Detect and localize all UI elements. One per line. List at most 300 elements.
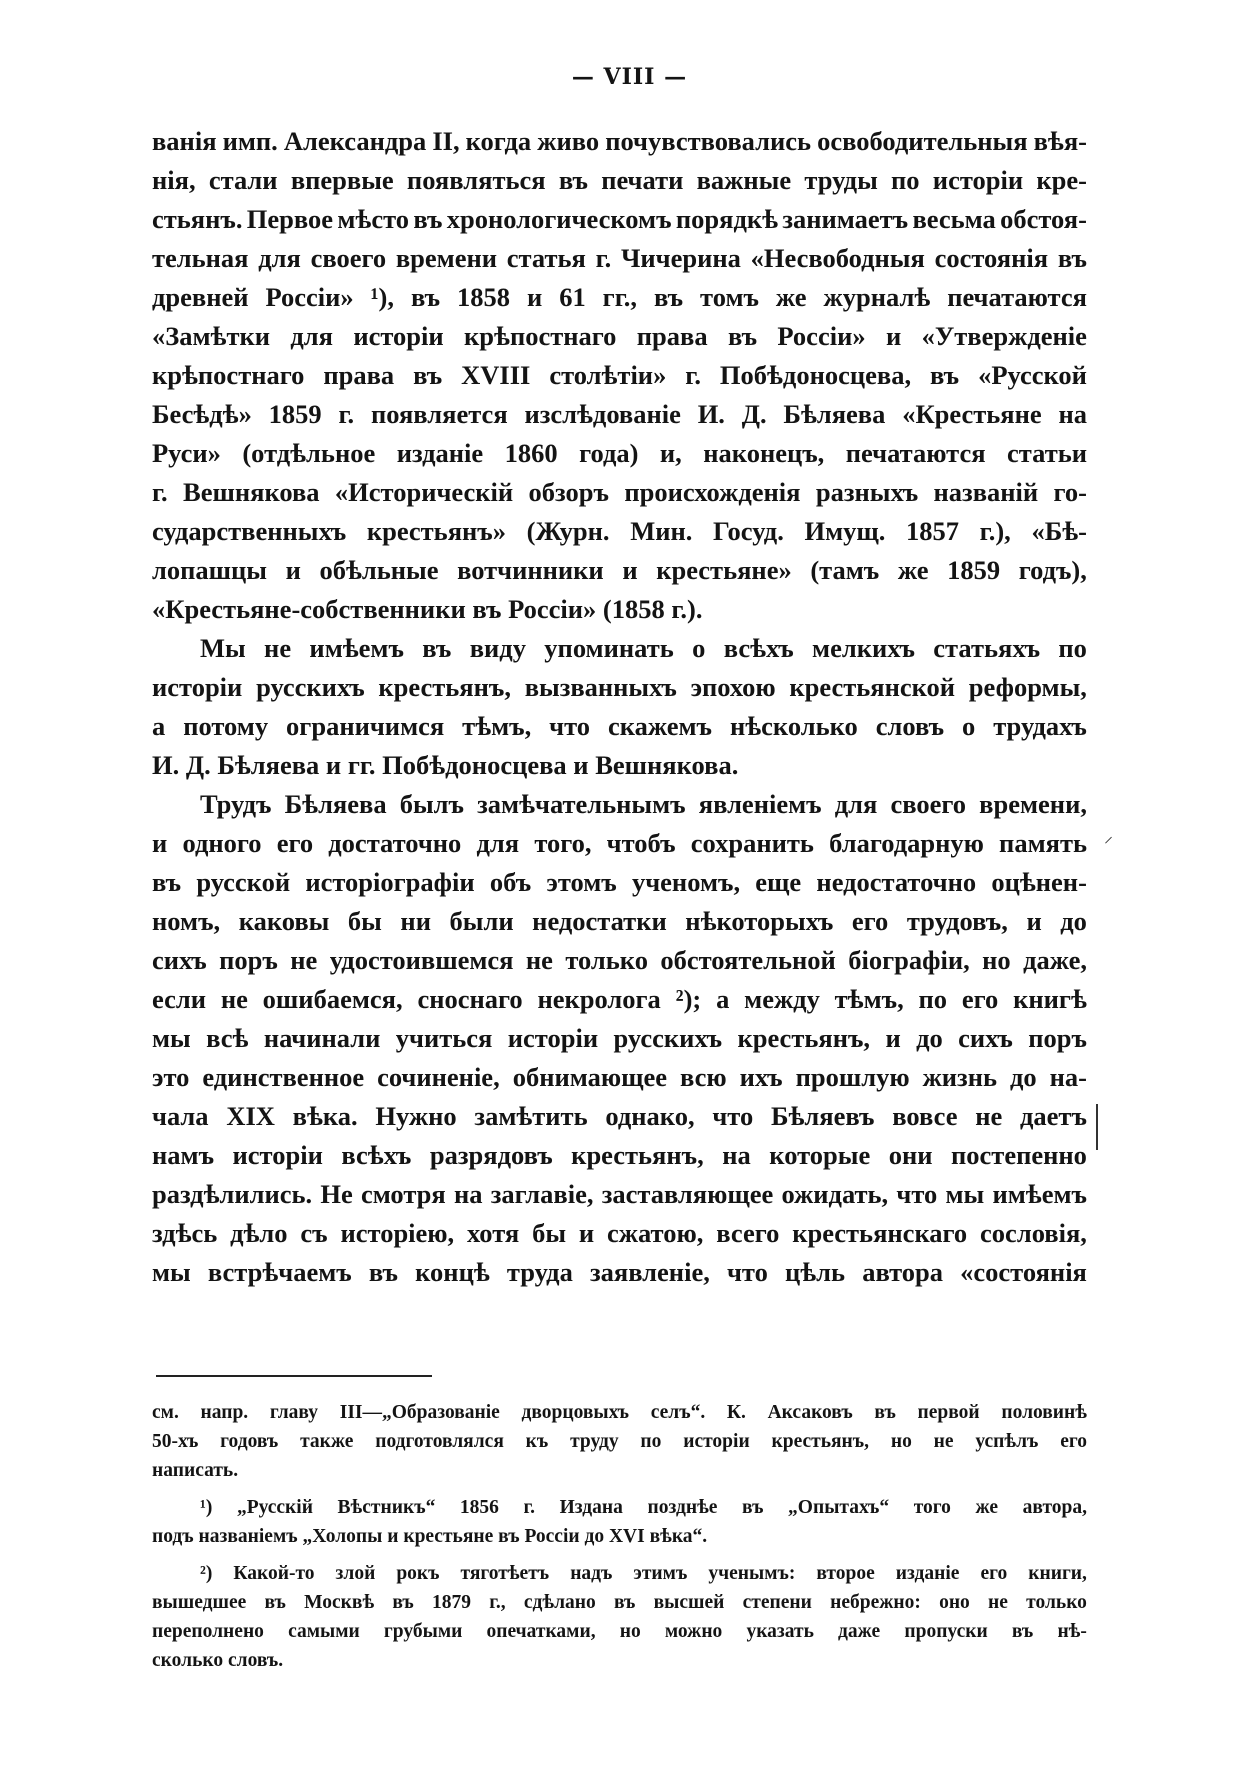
word: не [220, 984, 248, 1014]
word: того, [534, 828, 592, 858]
word: позднѣе [647, 1497, 718, 1518]
word: книгѣ [1013, 984, 1087, 1014]
word: печати [601, 165, 684, 195]
word: Москвѣ [304, 1592, 375, 1613]
footnote-line [152, 1493, 1087, 1522]
word: съ [300, 1218, 328, 1248]
text-line [152, 1097, 1087, 1136]
word: эпохою [690, 672, 776, 702]
word: оцѣнен- [991, 867, 1087, 897]
word: 1860 [504, 438, 558, 468]
word: исторіи [507, 1023, 599, 1053]
word: г. [152, 477, 168, 507]
word: вовсе [892, 1101, 958, 1131]
word: своего [890, 789, 967, 819]
word: исторіографіи [305, 867, 475, 897]
word: заглавіе, [490, 1179, 594, 1209]
word: второе [816, 1563, 875, 1584]
word: III—„Образованіе [339, 1402, 500, 1423]
word: но [619, 1621, 641, 1642]
word: словъ [875, 711, 945, 741]
word: селъ“. [650, 1402, 706, 1423]
text-line [152, 278, 1087, 317]
word: замѣчательнымъ [477, 789, 686, 819]
word: этомъ [546, 867, 617, 897]
word: для [476, 828, 520, 858]
word: русскихъ [613, 1023, 723, 1053]
word: въ [413, 360, 443, 390]
word: единственное [202, 1062, 365, 1092]
word: Мы [200, 633, 246, 663]
word: Александра [283, 126, 427, 156]
word: мы [152, 1023, 191, 1053]
word: крестьянъ, [737, 1023, 871, 1053]
word: всѣ [206, 1023, 249, 1053]
word: объ [489, 867, 532, 897]
text-line [152, 551, 1087, 590]
word: К. [726, 1402, 746, 1423]
word: заявленіе, [589, 1257, 710, 1287]
word: Госуд. [713, 516, 784, 546]
word: здѣсь [152, 1218, 218, 1248]
text-line [152, 902, 1087, 941]
word: высшей [653, 1592, 725, 1613]
word: пропуски [904, 1621, 988, 1642]
word: «Бѣ- [1031, 516, 1087, 546]
word: Чичерина [620, 243, 741, 273]
word: первой [917, 1402, 980, 1423]
word: реформы, [968, 672, 1087, 702]
word: на [722, 1140, 751, 1170]
word: цѣль [785, 1257, 846, 1287]
word: не [264, 633, 292, 663]
word: и [622, 555, 638, 585]
word: ¹), [370, 282, 395, 312]
text-line: «Крестьяне-собственники въ Россіи» (1858 г.). [152, 594, 703, 624]
word: даетъ [1020, 1101, 1087, 1131]
word: обѣльные [319, 555, 439, 585]
word: въ [413, 204, 443, 234]
word: кре- [1036, 165, 1087, 195]
word: Имущ. [804, 516, 886, 546]
word: стьянъ. [152, 204, 243, 234]
footnote-line: подъ названіемъ „Холопы и крестьяне въ Россіи до XVI вѣка“. [152, 1526, 708, 1547]
word: до [1009, 1062, 1037, 1092]
text-line [152, 239, 1087, 278]
word: г. [338, 399, 355, 429]
word: удостоившемся [329, 945, 514, 975]
word: не [933, 1431, 954, 1452]
word: книги, [1028, 1563, 1087, 1584]
word: трудовъ, [906, 906, 1008, 936]
word: 61 [559, 282, 586, 312]
text-line [152, 512, 1087, 551]
word: ученомъ, [631, 867, 741, 897]
word: И. [697, 399, 725, 429]
word: ¹) [200, 1497, 213, 1518]
word: номъ, [152, 906, 221, 936]
word: поръ [1028, 1023, 1087, 1053]
word: и [285, 555, 301, 585]
word: сословія, [980, 1218, 1087, 1248]
word: Вешнякова [183, 477, 320, 507]
word: «Утвержденіе [921, 321, 1087, 351]
word: дѣло [230, 1218, 288, 1248]
word: «Историческій [334, 477, 514, 507]
word: хотя [467, 1218, 520, 1248]
word: почувствовались [605, 126, 812, 156]
word: сочиненіе, [377, 1062, 500, 1092]
word: статья [506, 243, 586, 273]
word: исторіи [232, 1140, 323, 1170]
word: тѣмъ, [834, 984, 904, 1014]
word: имп. [222, 126, 278, 156]
word: замѣтить [474, 1101, 588, 1131]
word: статьи [1007, 438, 1087, 468]
word: сихъ [152, 945, 207, 975]
word: изданіе [895, 1563, 960, 1584]
word: ученымъ: [708, 1563, 796, 1584]
word: что [896, 1179, 938, 1209]
word: между [744, 984, 820, 1014]
word: его [961, 984, 999, 1014]
word: „Опытахъ“ [788, 1497, 890, 1518]
word: Вѣстникъ“ [337, 1497, 436, 1518]
word: о [692, 633, 706, 663]
word: нѣсколько [729, 711, 858, 741]
margin-mark: ⸝ [1104, 826, 1113, 847]
word: крестьянъ, [571, 1140, 704, 1170]
word: въ [930, 360, 960, 390]
word: крестьянъ, [771, 1431, 870, 1452]
word: главу [269, 1402, 319, 1423]
word: (тамъ [810, 555, 880, 585]
word: половинѣ [1001, 1402, 1087, 1423]
word: въ [410, 282, 441, 312]
word: всего [716, 1218, 780, 1248]
word: Россіи» [777, 321, 866, 351]
word: вѣка. [292, 1101, 358, 1131]
word: въ [742, 1497, 764, 1518]
word: тяготѣетъ [460, 1563, 550, 1584]
word: года) [579, 438, 639, 468]
word: права [323, 360, 395, 390]
word: упоминать [544, 633, 674, 663]
word: мы [152, 1257, 191, 1287]
word: исторіи [932, 165, 1024, 195]
word: Бѣляева [284, 789, 387, 819]
text-line [152, 863, 1087, 902]
word: его [1060, 1431, 1087, 1452]
word: поръ [219, 945, 278, 975]
word: только [565, 945, 648, 975]
word: что [712, 1101, 754, 1131]
word: состоянія [934, 243, 1049, 273]
word: „Русскій [236, 1497, 313, 1518]
word: занимаетъ [782, 204, 909, 234]
text-line [152, 785, 1087, 824]
word: г., [489, 1592, 506, 1613]
word: нѣкоторыхъ [685, 906, 834, 936]
word: и [526, 282, 543, 312]
text-line [152, 1019, 1087, 1058]
word: XIX [226, 1101, 275, 1131]
word: степени [742, 1592, 812, 1613]
word: Бѣляева [783, 399, 886, 429]
footnote-line [152, 1427, 1087, 1456]
word: на [1058, 399, 1087, 429]
word: переполнено [152, 1621, 264, 1642]
word: ограничимся [286, 711, 445, 741]
word: тельная [152, 243, 249, 273]
page-number: — VIII — [571, 64, 688, 90]
word: на- [1049, 1062, 1087, 1092]
word: г.), [979, 516, 1011, 546]
word: если [152, 984, 206, 1014]
word: ванія [152, 126, 217, 156]
word: ²); [675, 984, 702, 1014]
word: крестьянскаго [792, 1218, 968, 1248]
word: мелкихъ [812, 633, 915, 663]
word: времени [395, 243, 498, 273]
word: въ [152, 867, 182, 897]
word: однако, [605, 1101, 695, 1131]
word: Трудъ [200, 789, 272, 819]
word: тѣмъ, [462, 711, 532, 741]
word: обзоръ [528, 477, 609, 507]
word: каковы [238, 906, 330, 936]
word: труды [804, 165, 878, 195]
word: (Журн. [526, 516, 610, 546]
word: томъ [700, 282, 759, 312]
text-line [152, 824, 1087, 863]
word: мы [945, 1179, 985, 1209]
word: къ [525, 1431, 549, 1452]
word: автора, [1022, 1497, 1087, 1518]
word: 1859 [268, 399, 322, 429]
word: въ [264, 1592, 286, 1613]
word: Первое [246, 204, 334, 234]
text-line [152, 317, 1087, 356]
word: г. [685, 360, 701, 390]
text-line [152, 200, 1087, 239]
word: можно [664, 1621, 723, 1642]
word: изданіе [396, 438, 484, 468]
word: дворцовыхъ [521, 1402, 630, 1423]
word: обнимающее [512, 1062, 667, 1092]
word: 1879 [432, 1592, 472, 1613]
word: же [775, 282, 807, 312]
word: живо [537, 126, 600, 156]
word: они [888, 1140, 933, 1170]
word: встрѣчаемъ [207, 1257, 352, 1287]
word: (отдѣльное [242, 438, 376, 468]
word: самыми [288, 1621, 360, 1642]
word: всѣхъ [723, 633, 794, 663]
text-line [152, 1175, 1087, 1214]
word: трудахъ [993, 711, 1087, 741]
word: бы [347, 906, 382, 936]
word: память [999, 828, 1087, 858]
word: и [1026, 906, 1042, 936]
word: своего [310, 243, 387, 273]
word: достаточно [328, 828, 462, 858]
word: наконецъ, [703, 438, 825, 468]
word: имѣемъ [992, 1179, 1087, 1209]
word: 1858 [457, 282, 511, 312]
word: печатаются [845, 438, 986, 468]
footnotes [152, 1398, 1087, 1675]
word: и [885, 1023, 901, 1053]
word: всю [679, 1062, 727, 1092]
word: его [851, 906, 889, 936]
word: по [640, 1431, 662, 1452]
word: въ [727, 321, 758, 351]
word: успѣлъ [975, 1431, 1039, 1452]
word: стали [208, 165, 278, 195]
word: а [716, 984, 730, 1014]
word: русскихъ [256, 672, 365, 702]
word: ихъ [739, 1062, 783, 1092]
text-line [152, 122, 1087, 161]
text-line [152, 356, 1087, 395]
word: и, [659, 438, 682, 468]
word: явленіемъ [698, 789, 822, 819]
word: Руси» [152, 438, 221, 468]
word: жизнь [922, 1062, 997, 1092]
word: о [962, 711, 976, 741]
word: что [726, 1257, 768, 1287]
text-line [152, 395, 1087, 434]
word: сударственныхъ [152, 516, 347, 546]
word: статьяхъ [933, 633, 1041, 663]
word: его [980, 1563, 1008, 1584]
word: даже, [1023, 945, 1087, 975]
word: только [1026, 1592, 1087, 1613]
text-line [152, 1253, 1087, 1292]
word: «Русской [978, 360, 1087, 390]
word: одного [182, 828, 262, 858]
word: ²) [200, 1563, 213, 1584]
footnote-line [152, 1617, 1087, 1646]
word: для [258, 243, 301, 273]
word: исторіи [353, 321, 444, 351]
word: но [982, 945, 1011, 975]
word: злой [335, 1563, 376, 1584]
word: скажемъ [608, 711, 713, 741]
word: порядкѣ [675, 204, 779, 234]
word: сдѣлано [523, 1592, 596, 1613]
word: г. [595, 243, 612, 273]
word: Мин. [630, 516, 693, 546]
word: былъ [399, 789, 464, 819]
word: начинали [263, 1023, 381, 1053]
word: нѣ- [1057, 1621, 1087, 1642]
word: Бѣляевъ [770, 1101, 875, 1131]
word: крестьянской [789, 672, 956, 702]
word: для [834, 789, 878, 819]
word: названій [933, 477, 1039, 507]
word: важные [696, 165, 792, 195]
text-line [152, 629, 1087, 668]
text-line [152, 980, 1087, 1019]
word: Россіи» [265, 282, 354, 312]
text-line [152, 1058, 1087, 1097]
word: крестьянъ» [366, 516, 507, 546]
word: чтобъ [606, 828, 676, 858]
word: надъ [570, 1563, 613, 1584]
word: труду [570, 1431, 619, 1452]
word: подготовлялся [375, 1431, 504, 1452]
word: оно [939, 1592, 970, 1613]
word: до [1060, 906, 1087, 936]
word: по [1058, 633, 1087, 663]
word: указать [746, 1621, 814, 1642]
word: появляется [370, 399, 508, 429]
word: прошлую [795, 1062, 910, 1092]
word: еще [755, 867, 802, 897]
footnote-line [152, 1588, 1087, 1617]
word: исторіи [152, 672, 243, 702]
word: въ [1011, 1621, 1034, 1642]
text-line [152, 161, 1087, 200]
word: до [916, 1023, 943, 1053]
word: его [276, 828, 314, 858]
word: лопашцы [152, 555, 267, 585]
word: въ [368, 1257, 398, 1287]
word: вызванныхъ [524, 672, 677, 702]
word: рокъ [396, 1563, 440, 1584]
word: 1856 [459, 1497, 499, 1518]
word: въ [874, 1402, 896, 1423]
main-text [152, 122, 1087, 1292]
word: впервые [290, 165, 394, 195]
word: чала [152, 1101, 209, 1131]
text-line [152, 1214, 1087, 1253]
word: грубыми [383, 1621, 463, 1642]
word: были [449, 906, 514, 936]
footnote-separator [156, 1375, 432, 1377]
word: что [549, 711, 591, 741]
word: го- [1053, 477, 1087, 507]
word: годовъ [220, 1431, 279, 1452]
word: сихъ [958, 1023, 1013, 1053]
word: это [152, 1062, 190, 1092]
word: небрежно: [830, 1592, 921, 1613]
word: и [578, 1218, 595, 1248]
word: этимъ [633, 1563, 688, 1584]
word: ни [400, 906, 431, 936]
text-line [152, 473, 1087, 512]
word: крестьянъ, [378, 672, 511, 702]
word: смотря [360, 1179, 446, 1209]
word: недостаточно [816, 867, 977, 897]
word: см. [152, 1402, 179, 1423]
word: всѣхъ [341, 1140, 412, 1170]
word: хронологическомъ [446, 204, 672, 234]
word: «Замѣтки [152, 321, 270, 351]
word: Нужно [375, 1101, 457, 1131]
word: 1857 [906, 516, 960, 546]
word: вышедшее [152, 1592, 247, 1613]
word: столѣтіи» [549, 360, 667, 390]
word: исторіи [683, 1431, 750, 1452]
text-line [152, 707, 1087, 746]
word: Какой-то [233, 1563, 315, 1584]
word: біографіи, [848, 945, 970, 975]
word: исторіею, [340, 1218, 455, 1248]
word: виду [469, 633, 526, 663]
